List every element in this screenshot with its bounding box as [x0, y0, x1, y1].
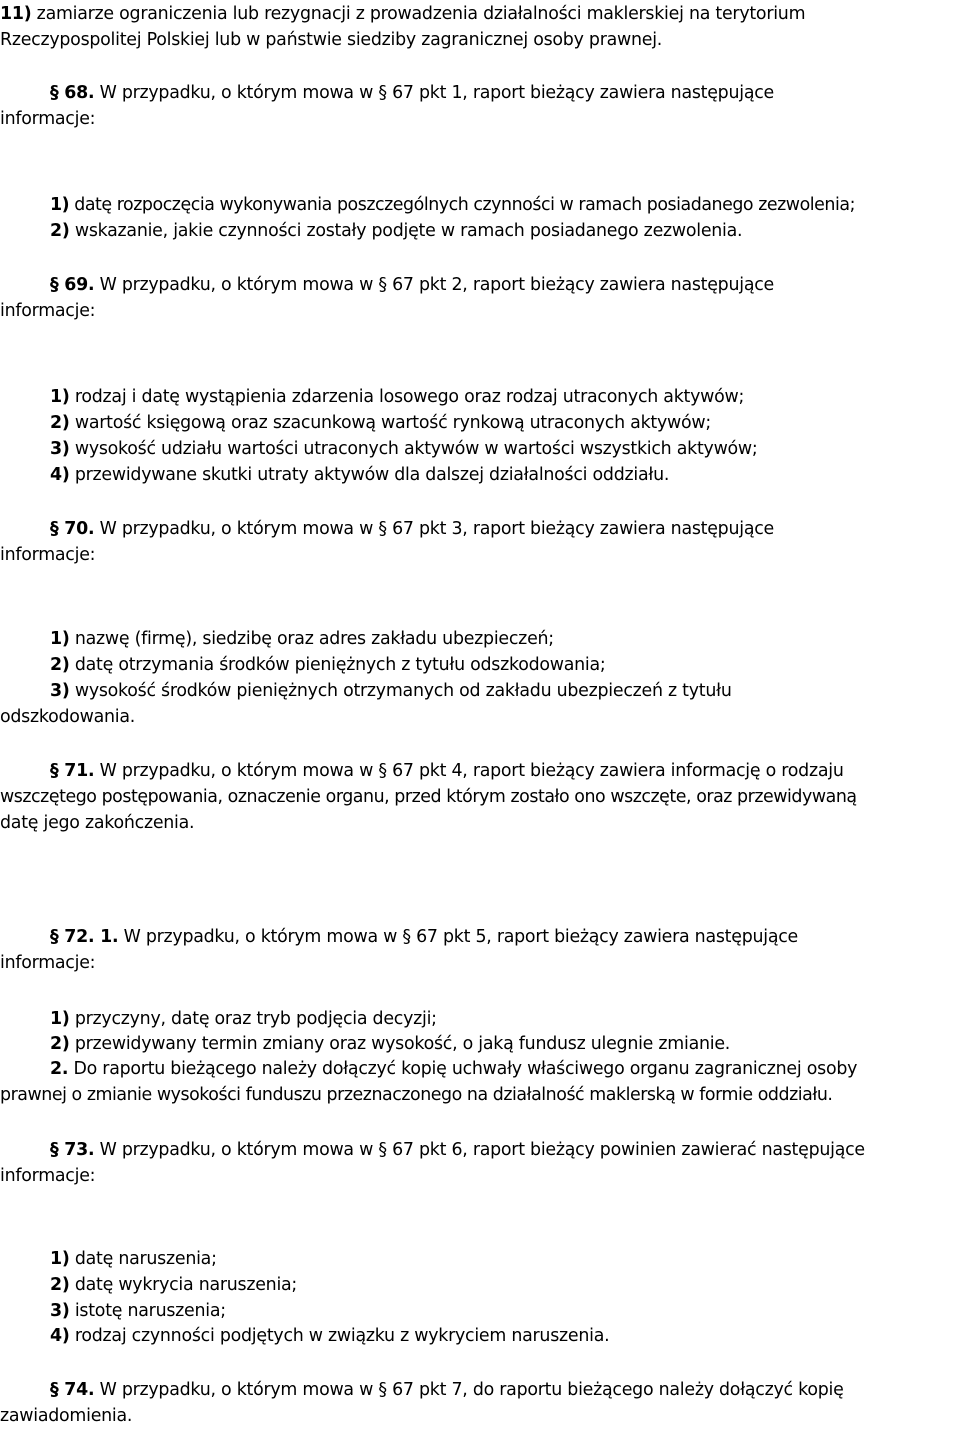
item-number: 2)	[50, 1275, 70, 1295]
list-item	[50, 436, 758, 462]
item-number: 1)	[50, 387, 70, 407]
section-text: W przypadku, o którym mowa w § 67 pkt 2, raport bieżący zawiera następujące	[94, 275, 774, 295]
section-number: § 71.	[50, 761, 95, 781]
section-number: § 74.	[50, 1380, 95, 1400]
list-item	[50, 384, 744, 410]
item-number: 1)	[50, 1249, 70, 1269]
item-number: 3)	[50, 439, 70, 459]
item-text: rodzaj czynności podjętych w związku z wykryciem naruszenia.	[69, 1326, 610, 1346]
section-text: W przypadku, o którym mowa w § 67 pkt 3, raport bieżący zawiera następujące	[94, 519, 774, 539]
list-item	[50, 678, 732, 704]
item-text: datę rozpoczęcia wykonywania poszczególnych czynności w ramach posiadanego zezwolenia;	[69, 195, 855, 215]
list-item	[0, 1, 805, 27]
item-text: datę otrzymania środków pieniężnych z tytułu odszkodowania;	[69, 655, 606, 675]
item-text: wysokość środków pieniężnych otrzymanych od zakładu ubezpieczeń z tytułu	[69, 681, 732, 701]
item-number: 3)	[50, 1301, 70, 1321]
section-74-heading	[50, 1377, 844, 1403]
paragraph-line: zawiadomienia.	[0, 1406, 133, 1426]
item-number: 2)	[50, 655, 70, 675]
item-number: 2)	[50, 221, 70, 241]
section-text: W przypadku, o którym mowa w § 67 pkt 4, raport bieżący zawiera informację o rodzaju	[94, 761, 844, 781]
list-item	[50, 1323, 609, 1349]
paragraph-line: wszczętego postępowania, oznaczenie organu, przed którym zostało ono wszczęte, oraz przewidywaną	[0, 787, 857, 807]
item-number: 1)	[50, 195, 70, 215]
item-number: 1)	[50, 1009, 70, 1029]
section-70-heading	[50, 516, 774, 542]
list-item	[50, 192, 855, 218]
section-text: W przypadku, o którym mowa w § 67 pkt 6, raport bieżący powinien zawierać następujące	[94, 1140, 865, 1160]
item-text: rodzaj i datę wystąpienia zdarzenia losowego oraz rodzaj utraconych aktywów;	[69, 387, 745, 407]
section-73-heading	[50, 1137, 865, 1163]
section-number: § 68.	[50, 83, 95, 103]
list-item	[50, 410, 711, 436]
list-item	[50, 1006, 437, 1032]
item-text: przewidywany termin zmiany oraz wysokość, o jaką fundusz ulegnie zmianie.	[69, 1034, 731, 1054]
item-number: 4)	[50, 465, 70, 485]
section-number: § 72. 1.	[50, 927, 119, 947]
section-number: § 69.	[50, 275, 95, 295]
paragraph-line: Rzeczypospolitej Polskiej lub w państwie siedziby zagranicznej osoby prawnej.	[0, 30, 663, 50]
paragraph-number: 2.	[50, 1059, 69, 1079]
section-number: § 70.	[50, 519, 95, 539]
paragraph-line: odszkodowania.	[0, 707, 136, 727]
section-72-heading	[50, 924, 798, 950]
item-text: przewidywane skutki utraty aktywów dla dalszej działalności oddziału.	[69, 465, 670, 485]
item-number: 2)	[50, 1034, 70, 1054]
item-text: datę naruszenia;	[69, 1249, 217, 1269]
paragraph-line: informacje:	[0, 1166, 96, 1186]
paragraph-2	[50, 1056, 857, 1082]
list-item	[50, 1272, 297, 1298]
section-text: W przypadku, o którym mowa w § 67 pkt 7, do raportu bieżącego należy dołączyć kopię	[94, 1380, 844, 1400]
list-item	[50, 218, 742, 244]
item-number: 4)	[50, 1326, 70, 1346]
list-item	[50, 462, 669, 488]
item-text: datę wykrycia naruszenia;	[69, 1275, 298, 1295]
item-number: 1)	[50, 629, 70, 649]
paragraph-line: informacje:	[0, 545, 96, 565]
list-item	[50, 652, 606, 678]
list-item	[50, 1031, 730, 1057]
section-text: W przypadku, o którym mowa w § 67 pkt 5, raport bieżący zawiera następujące	[118, 927, 799, 947]
section-71-heading	[50, 758, 844, 784]
section-68-heading	[50, 80, 774, 106]
section-number: § 73.	[50, 1140, 95, 1160]
item-number: 2)	[50, 413, 70, 433]
item-text: wskazanie, jakie czynności zostały podjęte w ramach posiadanego zezwolenia.	[69, 221, 743, 241]
paragraph-line: informacje:	[0, 301, 96, 321]
list-item	[50, 1298, 226, 1324]
item-number: 3)	[50, 681, 70, 701]
paragraph-text: Do raportu bieżącego należy dołączyć kopię uchwały właściwego organu zagranicznej osoby	[68, 1059, 858, 1079]
item-text: wartość księgową oraz szacunkową wartość rynkową utraconych aktywów;	[69, 413, 711, 433]
item-text: nazwę (firmę), siedzibę oraz adres zakładu ubezpieczeń;	[69, 629, 554, 649]
paragraph-line: prawnej o zmianie wysokości funduszu przeznaczonego na działalność maklerską w formie oddziału.	[0, 1085, 833, 1105]
section-69-heading	[50, 272, 774, 298]
item-text: przyczyny, datę oraz tryb podjęcia decyzji;	[69, 1009, 437, 1029]
item-number: 11)	[0, 4, 32, 24]
paragraph-line: datę jego zakończenia.	[0, 813, 195, 833]
item-text: zamiarze ograniczenia lub rezygnacji z prowadzenia działalności maklerskiej na terytorium	[31, 4, 806, 24]
item-text: wysokość udziału wartości utraconych aktywów w wartości wszystkich aktywów;	[69, 439, 758, 459]
list-item	[50, 626, 554, 652]
item-text: istotę naruszenia;	[69, 1301, 226, 1321]
paragraph-line: informacje:	[0, 109, 96, 129]
paragraph-line: informacje:	[0, 953, 96, 973]
list-item	[50, 1246, 217, 1272]
section-text: W przypadku, o którym mowa w § 67 pkt 1, raport bieżący zawiera następujące	[94, 83, 774, 103]
